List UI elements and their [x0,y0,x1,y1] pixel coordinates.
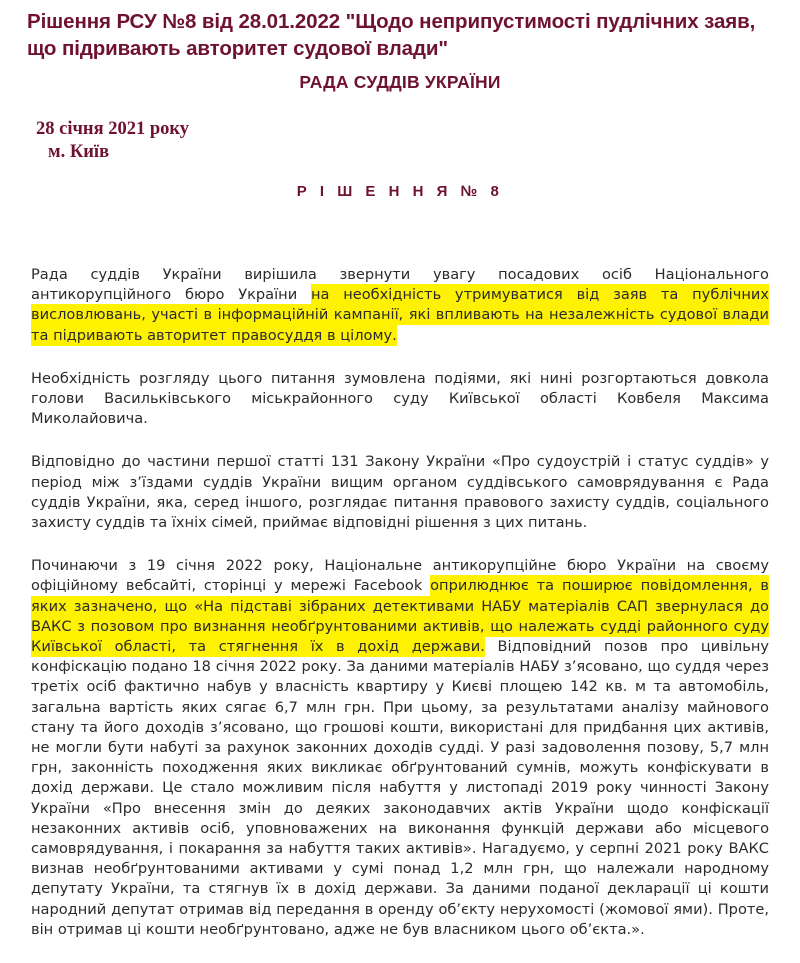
paragraph-3: Відповідно до частини першої статті 131 Закону України «Про судоустрій і статус суддів» у період між з’їздами суддів України вищим органом суддівського самоврядування є Рада суддів України, яка, серед іншого, розглядає питання правового захисту суддів, соціального захисту суддів та їхніх сімей, приймає відповідні рішення з цих питань. [31,453,769,532]
document-title: Рішення РСУ №8 від 28.01.2022 "Щодо неприпустимості пудлічних заяв, що підривають авторитет судової влади" [27,10,756,60]
paragraph-4-continuation: Відповідний позов про цивільну конфіскацію подано 18 січня 2022 року. За даними матеріалів НАБУ з’ясовано, що суддя через третіх осіб фактично набув у власність квартиру у Києві площею 142 кв. м та автомобіль, загальна вартість яких сягає 6,7 млн грн. При цьому, за результатами аналізу майнового стану та його доходів з’ясовано, що грошові кошти, використані для придбання цих активів, не могли бути набуті за рахунок законних доходів судді. У разі задоволення позову, 5,7 млн грн, законність походження яких викликає обґрунтований сумнів, можуть конфіскувати в дохід держави. Це стало можливим після набуття у листопаді 2019 року чинності Закону України «Про внесення змін до деяких законодавчих актів України щодо конфіскації незаконних активів осіб, уповноважених на виконання функцій держави або місцевого самоврядування, і покарання за набуття таких активів». Нагадуємо, у серпні 2021 року ВАКС визнав необґрунтованими активами у сумі понад 1,2 млн грн, що належали народному депутату України, та стягнув їх в дохід держави. За даними поданої декларації ці кошти народний депутат отримав від передання в оренду об’єкту нерухомості (жомової ями). Проте, він отримав ці кошти необґрунтовано, адже не був власником цього об’єкта.». [31,638,769,938]
paragraph-1-text: Рада суддів України вирішила звернути увагу посадових осіб Національного антикорупційного бюро України [31,266,769,304]
paragraph-4-text: Починаючи з 19 січня 2022 року, Національне антикорупційне бюро України на своєму офіційному вебсайті, сторінці у мережі Facebook [31,557,769,595]
document-date: 28 січня 2021 року [36,119,190,139]
decision-heading: Р І Ш Е Н Н Я № 8 [296,183,504,200]
highlighted-text: на необхідність утримуватися від заяв та публічних висловлювань, участі в інформаційній кампанії, які впливають на незалежність судової влади та підривають авторитет правосуддя в цілому. [31,286,769,344]
organization-name: РАДА СУДДІВ УКРАЇНИ [299,72,501,92]
paragraph-2: Необхідність розгляду цього питання зумовлена подіями, які нині розгортаються довкола голови Васильківського міськрайонного суду Київської області Ковбеля Максима Миколайовича. [31,369,769,428]
document-body [31,265,769,963]
document-city: м. Київ [48,142,110,162]
highlighted-text: оприлюднює та поширює повідомлення, в яких зазначено, що «На підставі зібраних детективами НАБУ матеріалів САП звернулася до ВАКС з позовом про визнання необґрунтованими активів, що належать судді районного суду Київської області, та стягнення їх в дохід держави. [31,577,769,656]
paragraph-4 [31,556,769,940]
paragraph-1 [31,265,769,346]
